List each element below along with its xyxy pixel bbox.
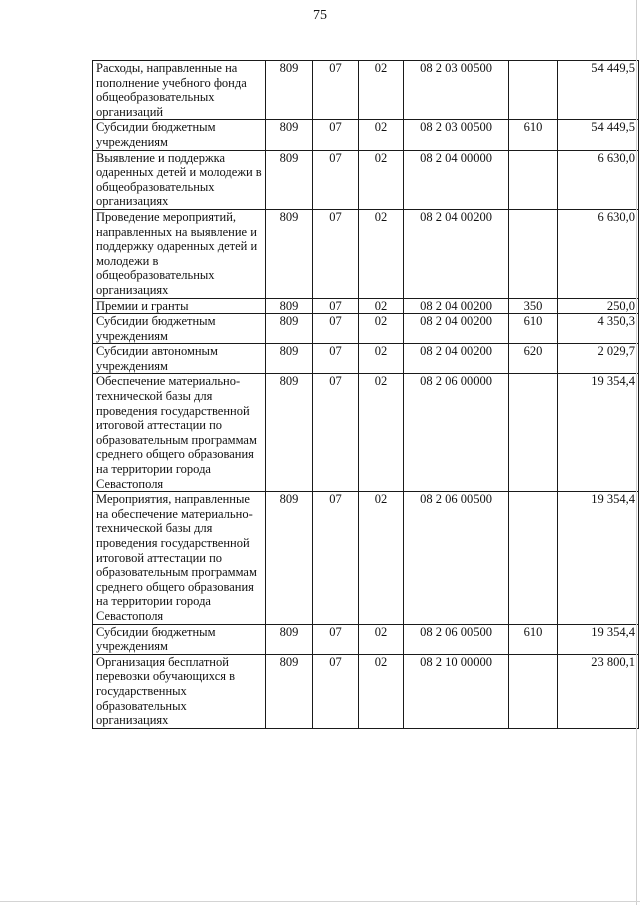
budget-table: [92, 60, 639, 729]
row-sum-cell: 19 354,4: [558, 624, 639, 654]
table-row: [93, 150, 639, 209]
row-sum-cell: 23 800,1: [558, 654, 639, 728]
row-rz-cell: 07: [313, 209, 359, 298]
row-name-cell: Субсидии бюджетным учреждениям: [93, 314, 266, 344]
row-pr-cell: 02: [359, 298, 404, 314]
table-row: [93, 654, 639, 728]
row-rz-cell: 07: [313, 120, 359, 150]
table-row: [93, 61, 639, 120]
row-name-cell: Премии и гранты: [93, 298, 266, 314]
row-sum-cell: 19 354,4: [558, 374, 639, 492]
table-row: [93, 120, 639, 150]
row-vr-cell: [509, 374, 558, 492]
row-ved-cell: 809: [266, 61, 313, 120]
row-csr-cell: 08 2 04 00200: [404, 209, 509, 298]
row-pr-cell: 02: [359, 61, 404, 120]
row-pr-cell: 02: [359, 492, 404, 624]
scan-edge-bottom: [0, 901, 640, 902]
table-row: [93, 209, 639, 298]
row-sum-cell: 2 029,7: [558, 344, 639, 374]
table-body: [93, 61, 639, 729]
row-name-cell: Мероприятия, направленные на обеспечение материально-технической базы для проведения государственной итоговой аттестации по образовательным программам среднего общего образования на территории города Севастополя: [93, 492, 266, 624]
row-csr-cell: 08 2 06 00500: [404, 492, 509, 624]
row-sum-cell: 6 630,0: [558, 150, 639, 209]
row-vr-cell: 610: [509, 120, 558, 150]
row-name-cell: Обеспечение материально-технической базы для проведения государственной итоговой аттестации по образовательным программам среднего общего образования на территории города Севастополя: [93, 374, 266, 492]
row-rz-cell: 07: [313, 298, 359, 314]
row-vr-cell: 610: [509, 314, 558, 344]
page-number: 75: [313, 8, 327, 23]
table-row: [93, 344, 639, 374]
row-pr-cell: 02: [359, 654, 404, 728]
row-name-cell: Проведение мероприятий, направленных на выявление и поддержку одаренных детей и молодежи в общеобразовательных организациях: [93, 209, 266, 298]
row-pr-cell: 02: [359, 120, 404, 150]
row-pr-cell: 02: [359, 374, 404, 492]
row-csr-cell: 08 2 04 00200: [404, 344, 509, 374]
row-csr-cell: 08 2 06 00000: [404, 374, 509, 492]
row-name-cell: Выявление и поддержка одаренных детей и молодежи в общеобразовательных организациях: [93, 150, 266, 209]
row-ved-cell: 809: [266, 314, 313, 344]
row-rz-cell: 07: [313, 374, 359, 492]
table-row: [93, 492, 639, 624]
row-rz-cell: 07: [313, 492, 359, 624]
row-csr-cell: 08 2 03 00500: [404, 61, 509, 120]
row-csr-cell: 08 2 04 00200: [404, 314, 509, 344]
row-rz-cell: 07: [313, 314, 359, 344]
row-csr-cell: 08 2 06 00500: [404, 624, 509, 654]
row-name-cell: Организация бесплатной перевозки обучающихся в государственных образовательных организациях: [93, 654, 266, 728]
row-name-cell: Субсидии бюджетным учреждениям: [93, 120, 266, 150]
row-name-cell: Субсидии автономным учреждениям: [93, 344, 266, 374]
row-sum-cell: 4 350,3: [558, 314, 639, 344]
row-sum-cell: 250,0: [558, 298, 639, 314]
row-name-cell: Расходы, направленные на пополнение учебного фонда общеобразовательных организаций: [93, 61, 266, 120]
row-ved-cell: 809: [266, 298, 313, 314]
row-rz-cell: 07: [313, 61, 359, 120]
row-rz-cell: 07: [313, 654, 359, 728]
row-vr-cell: [509, 150, 558, 209]
row-sum-cell: 54 449,5: [558, 61, 639, 120]
row-csr-cell: 08 2 10 00000: [404, 654, 509, 728]
row-pr-cell: 02: [359, 150, 404, 209]
row-rz-cell: 07: [313, 150, 359, 209]
row-rz-cell: 07: [313, 344, 359, 374]
row-pr-cell: 02: [359, 314, 404, 344]
row-ved-cell: 809: [266, 150, 313, 209]
row-ved-cell: 809: [266, 344, 313, 374]
table-row: [93, 374, 639, 492]
row-vr-cell: [509, 209, 558, 298]
row-pr-cell: 02: [359, 624, 404, 654]
row-ved-cell: 809: [266, 654, 313, 728]
row-sum-cell: 6 630,0: [558, 209, 639, 298]
row-ved-cell: 809: [266, 120, 313, 150]
row-csr-cell: 08 2 04 00200: [404, 298, 509, 314]
scan-edge-right: [636, 0, 637, 905]
row-vr-cell: [509, 492, 558, 624]
row-pr-cell: 02: [359, 344, 404, 374]
row-ved-cell: 809: [266, 492, 313, 624]
table-row: [93, 298, 639, 314]
row-ved-cell: 809: [266, 624, 313, 654]
row-pr-cell: 02: [359, 209, 404, 298]
table-row: [93, 624, 639, 654]
row-name-cell: Субсидии бюджетным учреждениям: [93, 624, 266, 654]
row-vr-cell: 610: [509, 624, 558, 654]
row-csr-cell: 08 2 04 00000: [404, 150, 509, 209]
table-row: [93, 314, 639, 344]
row-vr-cell: [509, 61, 558, 120]
row-csr-cell: 08 2 03 00500: [404, 120, 509, 150]
row-rz-cell: 07: [313, 624, 359, 654]
row-vr-cell: 350: [509, 298, 558, 314]
row-ved-cell: 809: [266, 209, 313, 298]
row-vr-cell: [509, 654, 558, 728]
row-ved-cell: 809: [266, 374, 313, 492]
row-sum-cell: 54 449,5: [558, 120, 639, 150]
row-vr-cell: 620: [509, 344, 558, 374]
row-sum-cell: 19 354,4: [558, 492, 639, 624]
